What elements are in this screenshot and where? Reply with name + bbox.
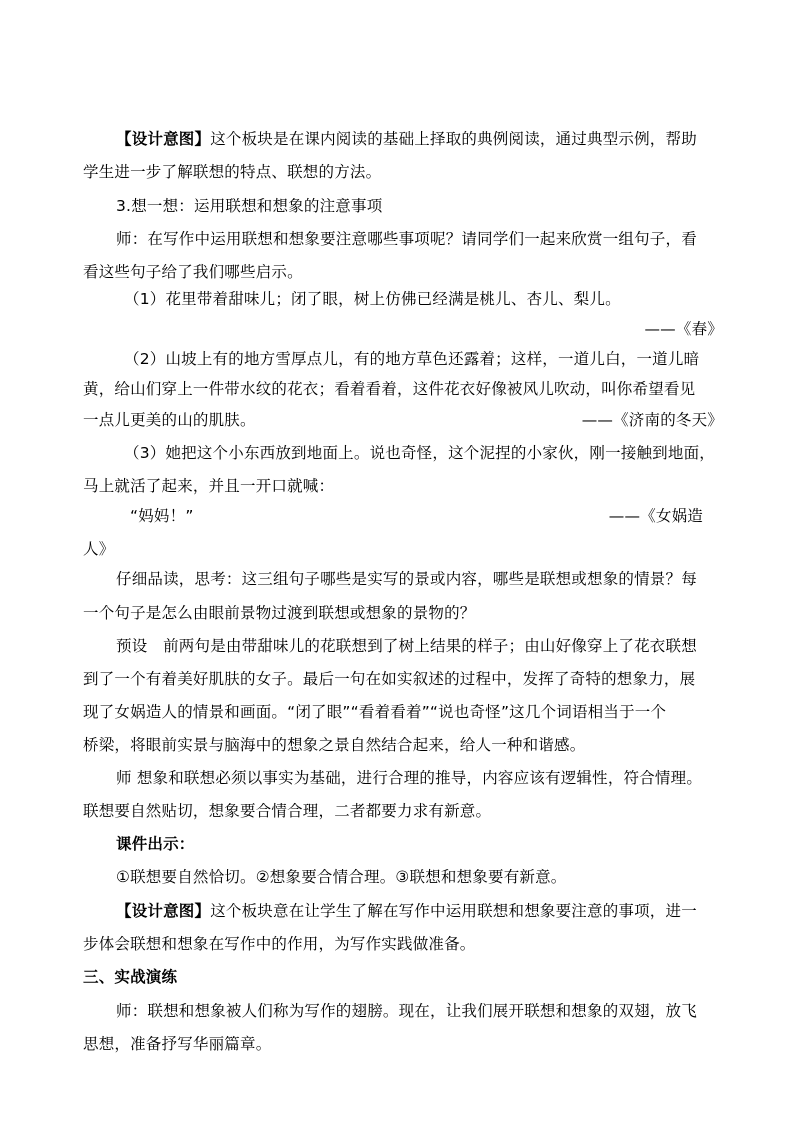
- design-intent-1-line1: [116, 129, 723, 149]
- design-intent-1-line2: 学生进一步了解联想的特点、联想的方法。: [83, 163, 382, 181]
- example3-source-a: ——《女娲造: [608, 507, 703, 525]
- think-line1: 仔细品读，思考：这三组句子哪些是实写的景或内容，哪些是联想或想象的情景？每: [116, 570, 697, 588]
- preset-line3: 现了女娲造人的情景和画面。“闭了眼”“看着看着”“说也奇怪”这几个词语相当于一个: [83, 703, 667, 721]
- design-intent-text: 这个板块是在课内阅读的基础上择取的典例阅读，通过典型示例，帮助: [210, 130, 697, 148]
- courseware-content: ①联想要自然恰切。②想象要合情合理。③联想和想象要有新意。: [116, 868, 567, 886]
- teacher-summary-line2: 联想要自然贴切，想象要合情合理，二者都要力求有新意。: [83, 802, 492, 820]
- example2-source: ——《济南的冬天》: [581, 411, 723, 429]
- teacher-summary-line1: 师 想象和联想必须以事实为基础，进行合理的推导，内容应该有逻辑性，符合情理。: [116, 769, 703, 787]
- teacher-question-line1: 师：在写作中运用联想和想象要注意哪些事项呢？请同学们一起来欣赏一组句子，看: [116, 230, 697, 248]
- design-intent-text: 这个板块意在让学生了解在写作中运用联想和想象要注意的事项，进一: [210, 902, 697, 920]
- preset-line1: 预设 前两句是由带甜味儿的花联想到了树上结果的样子；由山好像穿上了花衣联想: [116, 637, 697, 655]
- example1-source: ——《春》: [644, 320, 723, 338]
- design-intent-tag: 【设计意图】: [116, 902, 211, 920]
- preset-line2: 到了一个有着美好肌肤的女子。最后一句在如实叙述的过程中，发挥了奇特的想象力，展: [83, 670, 696, 688]
- final-line2: 思想，准备抒写华丽篇章。: [83, 1035, 272, 1053]
- design-intent-2-line1: [116, 901, 723, 921]
- preset-line4: 桥梁，将眼前实景与脑海中的想象之景自然结合起来，给人一种和谐感。: [83, 736, 586, 754]
- example3-line1: （3）她把这个小东西放到地面上。说也奇怪，这个泥捏的小家伙，刚一接触到地面，: [124, 444, 715, 462]
- design-intent-2-line2: 步体会联想和想象在写作中的作用，为写作实践做准备。: [83, 935, 476, 953]
- example2-line1: （2）山坡上有的地方雪厚点儿，有的地方草色还露着；这样，一道儿白，一道儿暗: [124, 350, 700, 368]
- example2-line3: 一点儿更美的山的肌肤。: [83, 411, 256, 429]
- example3-source-b: 人》: [83, 540, 115, 558]
- example2-line2: 黄，给山们穿上一件带水纹的花衣；看着看着，这件花衣好像被风儿吹动，叫你希望看见: [83, 380, 696, 398]
- step3-title: 3.想一想：运用联想和想象的注意事项: [116, 197, 383, 215]
- teacher-question-line2: 看这些句子给了我们哪些启示。: [83, 263, 303, 281]
- section3-title: 三、实战演练: [83, 968, 178, 986]
- example1-sentence: （1）花里带着甜味儿；闭了眼，树上仿佛已经满是桃儿、杏儿、梨儿。: [124, 290, 621, 308]
- courseware-title: 课件出示：: [116, 835, 195, 853]
- final-line1: 师：联想和想象被人们称为写作的翅膀。现在，让我们展开联想和想象的双翅，放飞: [116, 1002, 697, 1020]
- example3-line2: 马上就活了起来，并且一开口就喊：: [83, 477, 335, 495]
- design-intent-tag: 【设计意图】: [116, 130, 211, 148]
- think-line2: 一个句子是怎么由眼前景物过渡到联想或想象的景物的？: [83, 604, 476, 622]
- example3-quote: “妈妈！”: [130, 507, 194, 525]
